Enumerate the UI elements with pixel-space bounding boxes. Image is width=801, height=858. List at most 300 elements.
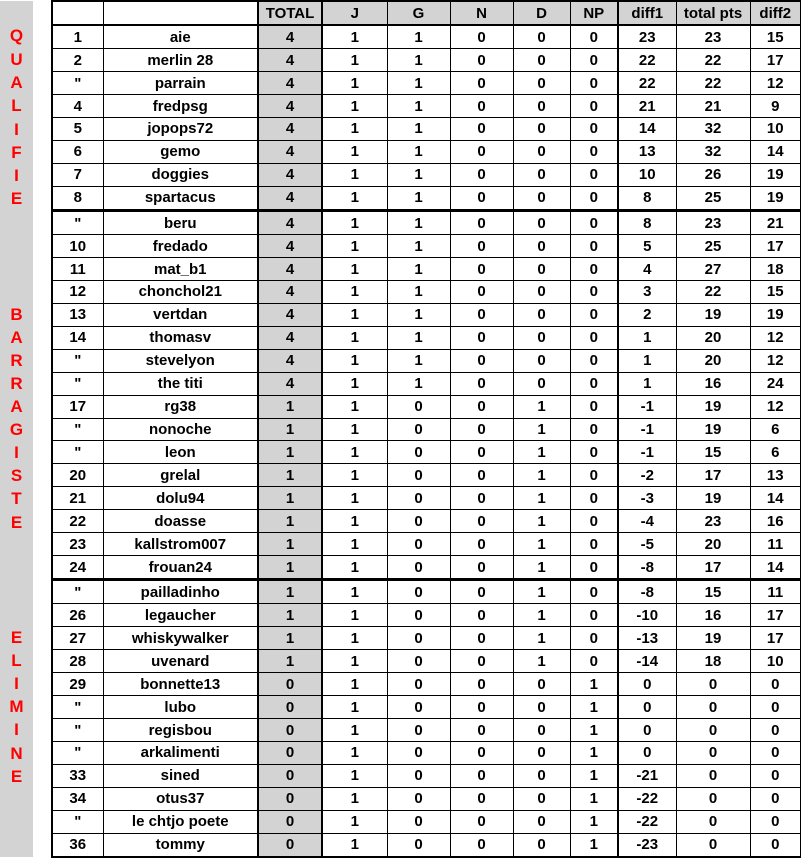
diff1-cell: 2 <box>618 303 676 326</box>
total-cell: 0 <box>258 764 322 787</box>
player-name-cell: lubo <box>103 696 258 719</box>
stat-g-cell: 0 <box>387 604 450 627</box>
diff2-cell: 14 <box>750 487 801 510</box>
total-cell: 4 <box>258 95 322 118</box>
diff1-cell: -10 <box>618 604 676 627</box>
stat-g-cell: 0 <box>387 418 450 441</box>
diff1-cell: -1 <box>618 395 676 418</box>
stat-d-cell: 0 <box>513 258 570 281</box>
diff1-cell: 5 <box>618 235 676 258</box>
table-row <box>0 696 801 719</box>
diff1-cell: 0 <box>618 741 676 764</box>
total-cell: 4 <box>258 118 322 141</box>
diff1-cell: 1 <box>618 349 676 372</box>
stat-n-cell: 0 <box>450 49 513 72</box>
stat-j-cell: 1 <box>322 25 387 49</box>
total-cell: 4 <box>258 281 322 304</box>
header-diff2: diff2 <box>750 1 801 25</box>
stat-g-cell: 0 <box>387 556 450 580</box>
table-row <box>0 163 801 186</box>
diff1-cell: 21 <box>618 95 676 118</box>
diff2-cell: 17 <box>750 604 801 627</box>
header-d: D <box>513 1 570 25</box>
rank-cell: 14 <box>52 326 103 349</box>
total-pts-cell: 0 <box>676 764 750 787</box>
total-pts-cell: 23 <box>676 25 750 49</box>
diff1-cell: -4 <box>618 510 676 533</box>
total-pts-cell: 23 <box>676 510 750 533</box>
section-letter: R <box>10 350 23 370</box>
section-letter: M <box>9 697 24 717</box>
stat-np-cell: 1 <box>570 764 618 787</box>
stat-d-cell: 1 <box>513 395 570 418</box>
player-name-cell: mat_b1 <box>103 258 258 281</box>
stat-np-cell: 0 <box>570 140 618 163</box>
stat-d-cell: 0 <box>513 696 570 719</box>
rank-cell: " <box>52 580 103 604</box>
table-row <box>0 326 801 349</box>
stat-np-cell: 0 <box>570 604 618 627</box>
total-pts-cell: 18 <box>676 650 750 673</box>
diff2-cell: 17 <box>750 235 801 258</box>
stat-n-cell: 0 <box>450 533 513 556</box>
stat-d-cell: 0 <box>513 235 570 258</box>
stat-np-cell: 0 <box>570 510 618 533</box>
total-pts-cell: 15 <box>676 441 750 464</box>
stat-np-cell: 0 <box>570 258 618 281</box>
stat-d-cell: 0 <box>513 833 570 857</box>
player-name-cell: chonchol21 <box>103 281 258 304</box>
stat-n-cell: 0 <box>450 418 513 441</box>
total-cell: 4 <box>258 25 322 49</box>
player-name-cell: doggies <box>103 163 258 186</box>
section-letter: E <box>10 628 23 647</box>
rank-cell: " <box>52 418 103 441</box>
stat-np-cell: 0 <box>570 281 618 304</box>
table-row <box>0 487 801 510</box>
header-row <box>0 1 801 25</box>
section-letter-stack <box>0 210 33 579</box>
total-pts-cell: 19 <box>676 487 750 510</box>
stat-j-cell: 1 <box>322 627 387 650</box>
header-diff1: diff1 <box>618 1 676 25</box>
rank-cell: 28 <box>52 650 103 673</box>
header-name <box>103 1 258 25</box>
player-name-cell: fredpsg <box>103 95 258 118</box>
stat-np-cell: 0 <box>570 49 618 72</box>
stat-np-cell: 0 <box>570 418 618 441</box>
stat-d-cell: 1 <box>513 627 570 650</box>
diff1-cell: -3 <box>618 487 676 510</box>
diff1-cell: -23 <box>618 833 676 857</box>
player-name-cell: frouan24 <box>103 556 258 580</box>
player-name-cell: merlin 28 <box>103 49 258 72</box>
stat-n-cell: 0 <box>450 372 513 395</box>
section-letter: R <box>10 374 23 394</box>
stat-j-cell: 1 <box>322 303 387 326</box>
table-row <box>0 741 801 764</box>
stat-n-cell: 0 <box>450 235 513 258</box>
diff2-cell: 14 <box>750 140 801 163</box>
player-name-cell: gemo <box>103 140 258 163</box>
total-pts-cell: 19 <box>676 395 750 418</box>
stat-j-cell: 1 <box>322 210 387 234</box>
rank-cell: 10 <box>52 235 103 258</box>
stat-g-cell: 0 <box>387 696 450 719</box>
stat-g-cell: 1 <box>387 235 450 258</box>
stat-g-cell: 1 <box>387 326 450 349</box>
diff2-cell: 17 <box>750 627 801 650</box>
player-name-cell: uvenard <box>103 650 258 673</box>
total-pts-cell: 23 <box>676 210 750 234</box>
stat-j-cell: 1 <box>322 787 387 810</box>
stat-d-cell: 0 <box>513 186 570 210</box>
diff1-cell: 0 <box>618 719 676 742</box>
total-cell: 1 <box>258 650 322 673</box>
stat-d-cell: 0 <box>513 95 570 118</box>
stat-j-cell: 1 <box>322 833 387 857</box>
player-name-cell: spartacus <box>103 186 258 210</box>
total-pts-cell: 21 <box>676 95 750 118</box>
diff1-cell: -22 <box>618 810 676 833</box>
diff2-cell: 19 <box>750 303 801 326</box>
stat-np-cell: 0 <box>570 627 618 650</box>
section-letter: U <box>10 49 23 69</box>
stat-np-cell: 0 <box>570 303 618 326</box>
table-row <box>0 303 801 326</box>
header-n: N <box>450 1 513 25</box>
stat-n-cell: 0 <box>450 326 513 349</box>
total-pts-cell: 0 <box>676 833 750 857</box>
stat-g-cell: 0 <box>387 533 450 556</box>
spacer-column <box>33 580 52 857</box>
stat-g-cell: 1 <box>387 186 450 210</box>
rank-cell: 27 <box>52 627 103 650</box>
stat-np-cell: 0 <box>570 235 618 258</box>
stat-np-cell: 0 <box>570 326 618 349</box>
rank-cell: 22 <box>52 510 103 533</box>
diff2-cell: 0 <box>750 719 801 742</box>
stat-j-cell: 1 <box>322 281 387 304</box>
stat-n-cell: 0 <box>450 487 513 510</box>
stat-d-cell: 0 <box>513 719 570 742</box>
total-cell: 0 <box>258 673 322 696</box>
section-letter: E <box>10 189 23 209</box>
stat-n-cell: 0 <box>450 604 513 627</box>
diff1-cell: -2 <box>618 464 676 487</box>
player-name-cell: le chtjo poete <box>103 810 258 833</box>
diff1-cell: 14 <box>618 118 676 141</box>
total-cell: 4 <box>258 186 322 210</box>
stat-d-cell: 1 <box>513 418 570 441</box>
stat-n-cell: 0 <box>450 650 513 673</box>
table-row <box>0 510 801 533</box>
stat-g-cell: 0 <box>387 627 450 650</box>
rank-cell: 6 <box>52 140 103 163</box>
stat-j-cell: 1 <box>322 810 387 833</box>
stat-n-cell: 0 <box>450 441 513 464</box>
stat-n-cell: 0 <box>450 95 513 118</box>
stat-np-cell: 0 <box>570 118 618 141</box>
table-row <box>0 49 801 72</box>
stat-g-cell: 0 <box>387 810 450 833</box>
total-cell: 4 <box>258 163 322 186</box>
table-row <box>0 186 801 210</box>
stat-d-cell: 0 <box>513 810 570 833</box>
table-row <box>0 395 801 418</box>
stat-j-cell: 1 <box>322 510 387 533</box>
stat-np-cell: 0 <box>570 95 618 118</box>
stat-d-cell: 0 <box>513 349 570 372</box>
rank-cell: " <box>52 810 103 833</box>
diff2-cell: 0 <box>750 696 801 719</box>
stat-n-cell: 0 <box>450 787 513 810</box>
stat-n-cell: 0 <box>450 140 513 163</box>
diff2-cell: 0 <box>750 810 801 833</box>
diff2-cell: 19 <box>750 163 801 186</box>
total-cell: 0 <box>258 741 322 764</box>
section-letter: G <box>9 420 24 440</box>
stat-g-cell: 0 <box>387 510 450 533</box>
total-pts-cell: 0 <box>676 787 750 810</box>
table-row <box>0 235 801 258</box>
section-letter: L <box>11 651 22 671</box>
stat-g-cell: 1 <box>387 163 450 186</box>
diff2-cell: 0 <box>750 787 801 810</box>
stat-n-cell: 0 <box>450 696 513 719</box>
stat-d-cell: 1 <box>513 604 570 627</box>
stat-j-cell: 1 <box>322 163 387 186</box>
player-name-cell: rg38 <box>103 395 258 418</box>
player-name-cell: kallstrom007 <box>103 533 258 556</box>
total-cell: 1 <box>258 510 322 533</box>
stat-j-cell: 1 <box>322 72 387 95</box>
total-pts-cell: 19 <box>676 418 750 441</box>
section-letter: A <box>10 327 23 347</box>
total-pts-cell: 19 <box>676 627 750 650</box>
stat-d-cell: 0 <box>513 372 570 395</box>
stat-d-cell: 0 <box>513 303 570 326</box>
stat-j-cell: 1 <box>322 140 387 163</box>
player-name-cell: whiskywalker <box>103 627 258 650</box>
rank-cell: 29 <box>52 673 103 696</box>
player-name-cell: thomasv <box>103 326 258 349</box>
stat-g-cell: 1 <box>387 72 450 95</box>
rank-cell: 1 <box>52 25 103 49</box>
diff2-cell: 12 <box>750 72 801 95</box>
diff1-cell: 10 <box>618 163 676 186</box>
stat-d-cell: 0 <box>513 210 570 234</box>
rank-cell: 7 <box>52 163 103 186</box>
total-pts-cell: 17 <box>676 464 750 487</box>
total-cell: 4 <box>258 326 322 349</box>
total-cell: 1 <box>258 441 322 464</box>
stat-n-cell: 0 <box>450 810 513 833</box>
diff1-cell: 0 <box>618 673 676 696</box>
stat-n-cell: 0 <box>450 741 513 764</box>
total-pts-cell: 20 <box>676 533 750 556</box>
player-name-cell: beru <box>103 210 258 234</box>
section-letter-stack <box>0 1 33 210</box>
stat-n-cell: 0 <box>450 118 513 141</box>
total-cell: 1 <box>258 418 322 441</box>
stat-d-cell: 0 <box>513 787 570 810</box>
stat-np-cell: 0 <box>570 210 618 234</box>
player-name-cell: arkalimenti <box>103 741 258 764</box>
stat-np-cell: 0 <box>570 441 618 464</box>
stat-j-cell: 1 <box>322 533 387 556</box>
stat-j-cell: 1 <box>322 395 387 418</box>
player-name-cell: fredado <box>103 235 258 258</box>
diff1-cell: 13 <box>618 140 676 163</box>
stat-n-cell: 0 <box>450 833 513 857</box>
diff2-cell: 24 <box>750 372 801 395</box>
diff1-cell: -22 <box>618 787 676 810</box>
total-cell: 0 <box>258 696 322 719</box>
total-cell: 4 <box>258 49 322 72</box>
table-row <box>0 418 801 441</box>
total-cell: 0 <box>258 787 322 810</box>
stat-np-cell: 1 <box>570 696 618 719</box>
stat-n-cell: 0 <box>450 72 513 95</box>
rank-cell: " <box>52 741 103 764</box>
table-row <box>0 72 801 95</box>
player-name-cell: nonoche <box>103 418 258 441</box>
stat-g-cell: 0 <box>387 787 450 810</box>
header-total-pts: total pts <box>676 1 750 25</box>
rank-cell: 11 <box>52 258 103 281</box>
stat-d-cell: 1 <box>513 487 570 510</box>
player-name-cell: vertdan <box>103 303 258 326</box>
header-j: J <box>322 1 387 25</box>
rank-cell: 12 <box>52 281 103 304</box>
table-row <box>0 719 801 742</box>
stat-j-cell: 1 <box>322 349 387 372</box>
total-pts-cell: 22 <box>676 281 750 304</box>
diff1-cell: 22 <box>618 72 676 95</box>
section-label-qualifie <box>0 1 33 210</box>
diff1-cell: -1 <box>618 418 676 441</box>
stat-j-cell: 1 <box>322 235 387 258</box>
stat-g-cell: 0 <box>387 764 450 787</box>
rank-cell: 36 <box>52 833 103 857</box>
stat-n-cell: 0 <box>450 25 513 49</box>
stat-g-cell: 1 <box>387 372 450 395</box>
section-letter: I <box>14 166 19 186</box>
stat-g-cell: 1 <box>387 210 450 234</box>
stat-np-cell: 1 <box>570 673 618 696</box>
player-name-cell: stevelyon <box>103 349 258 372</box>
rank-cell: 13 <box>52 303 103 326</box>
rank-cell: " <box>52 210 103 234</box>
player-name-cell: the titi <box>103 372 258 395</box>
table-row <box>0 258 801 281</box>
rank-cell: 5 <box>52 118 103 141</box>
total-pts-cell: 27 <box>676 258 750 281</box>
table-row <box>0 810 801 833</box>
stat-j-cell: 1 <box>322 258 387 281</box>
table-row <box>0 118 801 141</box>
diff1-cell: -21 <box>618 764 676 787</box>
spacer-column <box>33 1 52 210</box>
diff2-cell: 0 <box>750 764 801 787</box>
diff2-cell: 12 <box>750 326 801 349</box>
stat-d-cell: 0 <box>513 140 570 163</box>
diff2-cell: 15 <box>750 281 801 304</box>
stat-g-cell: 1 <box>387 118 450 141</box>
stat-d-cell: 1 <box>513 464 570 487</box>
stat-g-cell: 1 <box>387 25 450 49</box>
section-letter: T <box>11 489 22 509</box>
total-pts-cell: 16 <box>676 604 750 627</box>
diff1-cell: -14 <box>618 650 676 673</box>
diff1-cell: -8 <box>618 580 676 604</box>
stat-j-cell: 1 <box>322 487 387 510</box>
rank-cell: " <box>52 372 103 395</box>
diff1-cell: 1 <box>618 326 676 349</box>
player-name-cell: tommy <box>103 833 258 857</box>
stat-d-cell: 1 <box>513 441 570 464</box>
total-pts-cell: 15 <box>676 580 750 604</box>
stat-g-cell: 0 <box>387 464 450 487</box>
diff1-cell: 8 <box>618 186 676 210</box>
stat-d-cell: 0 <box>513 118 570 141</box>
stat-np-cell: 0 <box>570 72 618 95</box>
rank-cell: 4 <box>52 95 103 118</box>
section-label-barragiste <box>0 210 33 579</box>
total-pts-cell: 19 <box>676 303 750 326</box>
stat-n-cell: 0 <box>450 510 513 533</box>
stat-g-cell: 1 <box>387 281 450 304</box>
stat-j-cell: 1 <box>322 95 387 118</box>
table-row <box>0 441 801 464</box>
diff2-cell: 12 <box>750 395 801 418</box>
table-row <box>0 604 801 627</box>
stat-g-cell: 1 <box>387 258 450 281</box>
diff2-cell: 6 <box>750 418 801 441</box>
stat-d-cell: 1 <box>513 650 570 673</box>
stat-j-cell: 1 <box>322 673 387 696</box>
diff1-cell: 1 <box>618 372 676 395</box>
total-pts-cell: 20 <box>676 326 750 349</box>
stat-d-cell: 0 <box>513 764 570 787</box>
total-cell: 4 <box>258 140 322 163</box>
total-pts-cell: 16 <box>676 372 750 395</box>
stat-g-cell: 0 <box>387 441 450 464</box>
total-cell: 1 <box>258 395 322 418</box>
total-cell: 4 <box>258 303 322 326</box>
player-name-cell: dolu94 <box>103 487 258 510</box>
stat-g-cell: 0 <box>387 673 450 696</box>
stat-np-cell: 0 <box>570 556 618 580</box>
section-letter: L <box>11 96 22 116</box>
table-row <box>0 580 801 604</box>
stat-j-cell: 1 <box>322 764 387 787</box>
diff1-cell: -13 <box>618 627 676 650</box>
stat-j-cell: 1 <box>322 604 387 627</box>
total-cell: 4 <box>258 210 322 234</box>
total-pts-cell: 22 <box>676 72 750 95</box>
diff2-cell: 14 <box>750 556 801 580</box>
stat-j-cell: 1 <box>322 118 387 141</box>
section-label-elimine <box>0 580 33 857</box>
stat-j-cell: 1 <box>322 741 387 764</box>
header-np: NP <box>570 1 618 25</box>
stat-np-cell: 0 <box>570 464 618 487</box>
stat-j-cell: 1 <box>322 441 387 464</box>
stat-d-cell: 1 <box>513 556 570 580</box>
stat-np-cell: 0 <box>570 372 618 395</box>
